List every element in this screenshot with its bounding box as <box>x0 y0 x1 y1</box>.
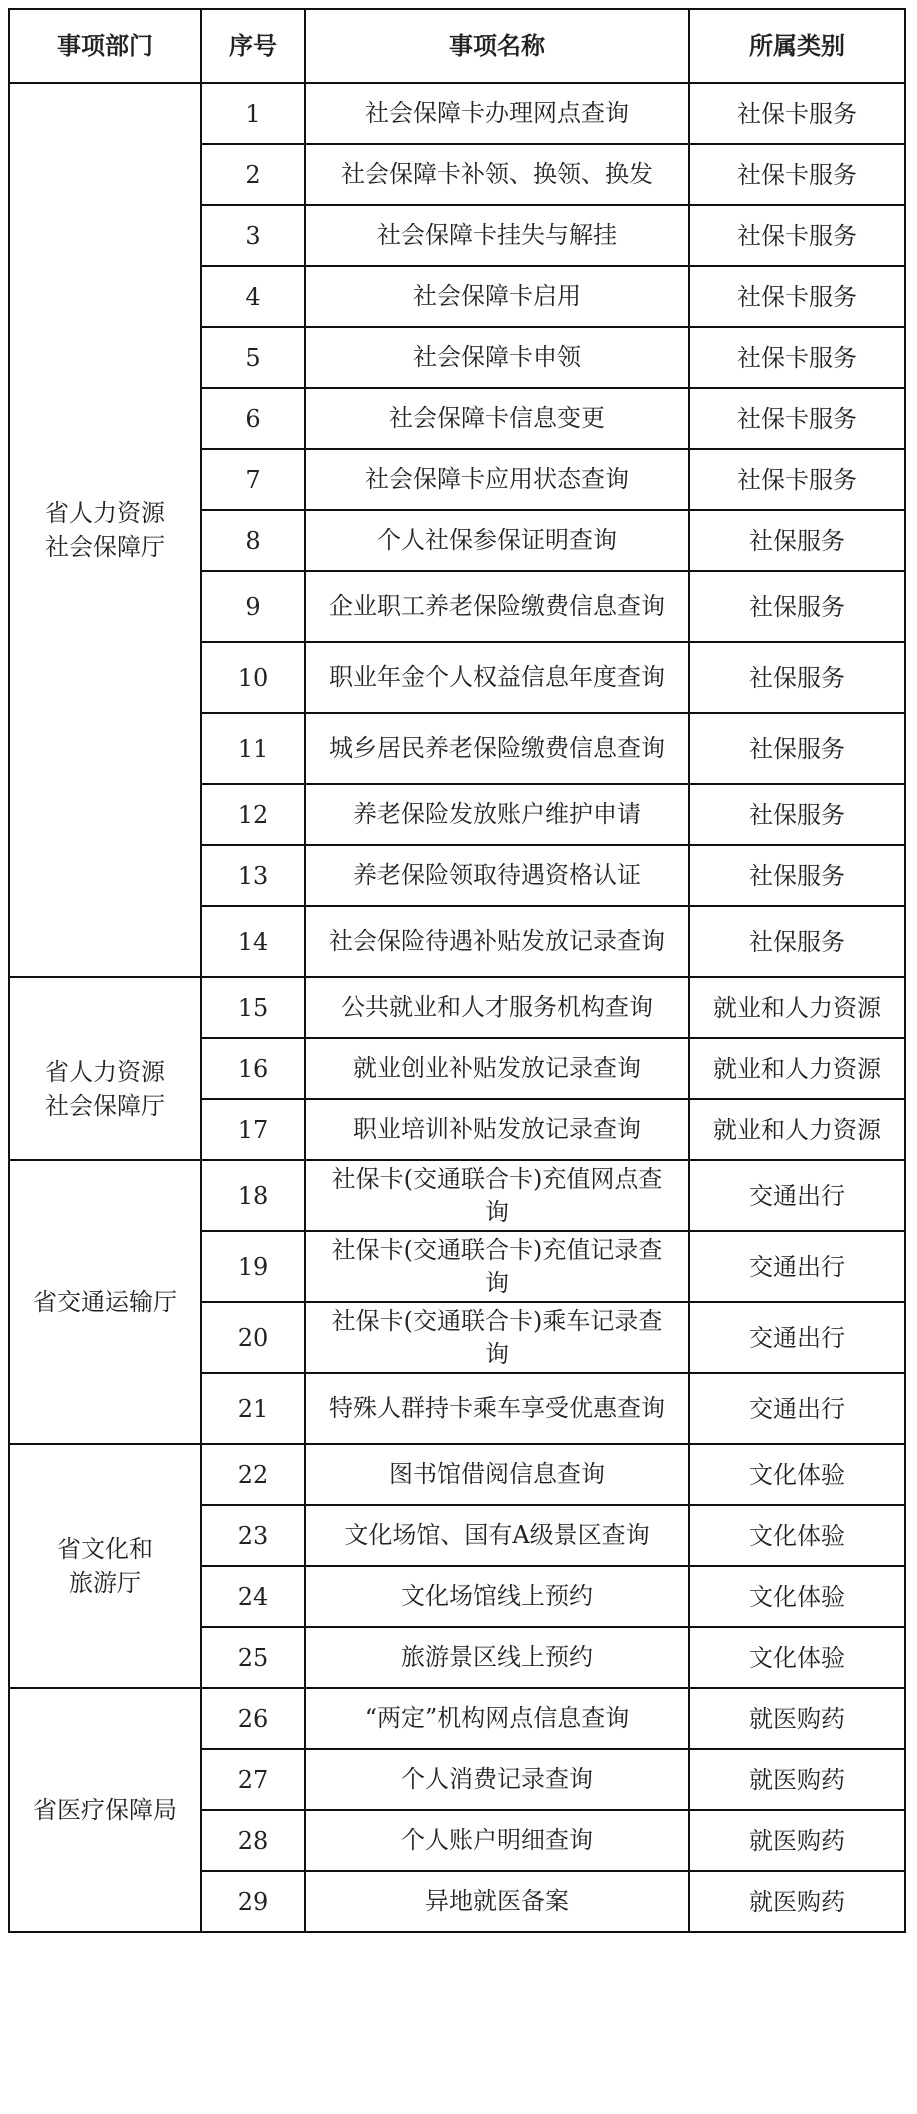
row-index: 21 <box>201 1373 305 1444</box>
table-row <box>9 1444 905 1505</box>
dept-label: 社会保障厅 <box>45 533 165 561</box>
row-name: 个人账户明细查询 <box>305 1810 689 1871</box>
row-name: 社会保险待遇补贴发放记录查询 <box>305 906 689 977</box>
row-index: 1 <box>201 83 305 144</box>
row-name: 社保卡(交通联合卡)乘车记录查询 <box>305 1302 689 1373</box>
row-category: 文化体验 <box>689 1566 905 1627</box>
row-index: 22 <box>201 1444 305 1505</box>
row-index: 15 <box>201 977 305 1038</box>
row-index: 6 <box>201 388 305 449</box>
row-name: 职业培训补贴发放记录查询 <box>305 1099 689 1160</box>
row-category: 社保服务 <box>689 784 905 845</box>
row-name: 职业年金个人权益信息年度查询 <box>305 642 689 713</box>
row-index: 11 <box>201 713 305 784</box>
row-index: 24 <box>201 1566 305 1627</box>
row-category: 就业和人力资源 <box>689 977 905 1038</box>
table-row <box>9 977 905 1038</box>
row-name: 城乡居民养老保险缴费信息查询 <box>305 713 689 784</box>
dept-cell-medical: 省医疗保障局 <box>9 1688 201 1932</box>
row-index: 14 <box>201 906 305 977</box>
row-index: 5 <box>201 327 305 388</box>
dept-label: 社会保障厅 <box>45 1091 165 1120</box>
row-category: 交通出行 <box>689 1302 905 1373</box>
row-name: 社会保障卡挂失与解挂 <box>305 205 689 266</box>
row-name: 养老保险发放账户维护申请 <box>305 784 689 845</box>
table-row <box>9 83 905 144</box>
dept-cell-transport: 省交通运输厅 <box>9 1160 201 1444</box>
header-dept: 事项部门 <box>9 9 201 83</box>
row-category: 就业和人力资源 <box>689 1099 905 1160</box>
row-index: 8 <box>201 510 305 571</box>
row-name: 文化场馆、国有A级景区查询 <box>305 1505 689 1566</box>
services-table <box>8 8 906 1933</box>
row-category: 文化体验 <box>689 1505 905 1566</box>
row-index: 18 <box>201 1160 305 1231</box>
dept-label: 省人力资源 <box>45 1057 165 1086</box>
row-index: 20 <box>201 1302 305 1373</box>
row-name: 社保卡(交通联合卡)充值网点查询 <box>305 1160 689 1231</box>
row-category: 社保卡服务 <box>689 266 905 327</box>
dept-label: 旅游厅 <box>69 1569 141 1597</box>
row-index: 10 <box>201 642 305 713</box>
row-name: 企业职工养老保险缴费信息查询 <box>305 571 689 642</box>
row-category: 就医购药 <box>689 1749 905 1810</box>
row-category: 社保服务 <box>689 642 905 713</box>
row-category: 社保卡服务 <box>689 327 905 388</box>
row-name: 就业创业补贴发放记录查询 <box>305 1038 689 1099</box>
dept-cell-hr-continued <box>9 977 201 1160</box>
row-index: 16 <box>201 1038 305 1099</box>
row-category: 文化体验 <box>689 1627 905 1688</box>
row-index: 4 <box>201 266 305 327</box>
row-category: 交通出行 <box>689 1231 905 1302</box>
row-name: “两定”机构网点信息查询 <box>305 1688 689 1749</box>
row-name: 社会保障卡启用 <box>305 266 689 327</box>
row-category: 社保卡服务 <box>689 388 905 449</box>
row-name: 文化场馆线上预约 <box>305 1566 689 1627</box>
row-index: 3 <box>201 205 305 266</box>
row-name: 社会保障卡应用状态查询 <box>305 449 689 510</box>
row-index: 7 <box>201 449 305 510</box>
row-name: 养老保险领取待遇资格认证 <box>305 845 689 906</box>
table-row <box>9 1160 905 1231</box>
row-name: 旅游景区线上预约 <box>305 1627 689 1688</box>
row-index: 12 <box>201 784 305 845</box>
row-index: 9 <box>201 571 305 642</box>
dept-cell-culture <box>9 1444 201 1688</box>
row-category: 就医购药 <box>689 1871 905 1932</box>
row-category: 就医购药 <box>689 1810 905 1871</box>
row-category: 交通出行 <box>689 1373 905 1444</box>
row-category: 文化体验 <box>689 1444 905 1505</box>
row-name: 公共就业和人才服务机构查询 <box>305 977 689 1038</box>
dept-cell-hr <box>9 83 201 977</box>
dept-label: 省人力资源 <box>45 499 165 527</box>
row-name: 图书馆借阅信息查询 <box>305 1444 689 1505</box>
row-index: 29 <box>201 1871 305 1932</box>
row-index: 28 <box>201 1810 305 1871</box>
row-name: 社会保障卡办理网点查询 <box>305 83 689 144</box>
row-category: 交通出行 <box>689 1160 905 1231</box>
row-index: 26 <box>201 1688 305 1749</box>
row-name: 特殊人群持卡乘车享受优惠查询 <box>305 1373 689 1444</box>
row-index: 25 <box>201 1627 305 1688</box>
row-index: 2 <box>201 144 305 205</box>
row-category: 就医购药 <box>689 1688 905 1749</box>
row-category: 社保服务 <box>689 510 905 571</box>
dept-label: 省文化和 <box>57 1535 153 1563</box>
header-row <box>9 9 905 83</box>
row-category: 社保卡服务 <box>689 449 905 510</box>
row-name: 异地就医备案 <box>305 1871 689 1932</box>
row-name: 社会保障卡申领 <box>305 327 689 388</box>
row-name: 社会保障卡补领、换领、换发 <box>305 144 689 205</box>
row-category: 就业和人力资源 <box>689 1038 905 1099</box>
row-category: 社保卡服务 <box>689 144 905 205</box>
row-index: 27 <box>201 1749 305 1810</box>
row-category: 社保服务 <box>689 906 905 977</box>
header-category: 所属类别 <box>689 9 905 83</box>
row-category: 社保卡服务 <box>689 83 905 144</box>
row-category: 社保卡服务 <box>689 205 905 266</box>
row-index: 13 <box>201 845 305 906</box>
row-category: 社保服务 <box>689 845 905 906</box>
row-name: 社保卡(交通联合卡)充值记录查询 <box>305 1231 689 1302</box>
row-name: 个人消费记录查询 <box>305 1749 689 1810</box>
header-index: 序号 <box>201 9 305 83</box>
row-name: 个人社保参保证明查询 <box>305 510 689 571</box>
row-category: 社保服务 <box>689 571 905 642</box>
row-index: 17 <box>201 1099 305 1160</box>
table-row <box>9 1688 905 1749</box>
header-name: 事项名称 <box>305 9 689 83</box>
row-category: 社保服务 <box>689 713 905 784</box>
row-index: 19 <box>201 1231 305 1302</box>
row-name: 社会保障卡信息变更 <box>305 388 689 449</box>
row-index: 23 <box>201 1505 305 1566</box>
